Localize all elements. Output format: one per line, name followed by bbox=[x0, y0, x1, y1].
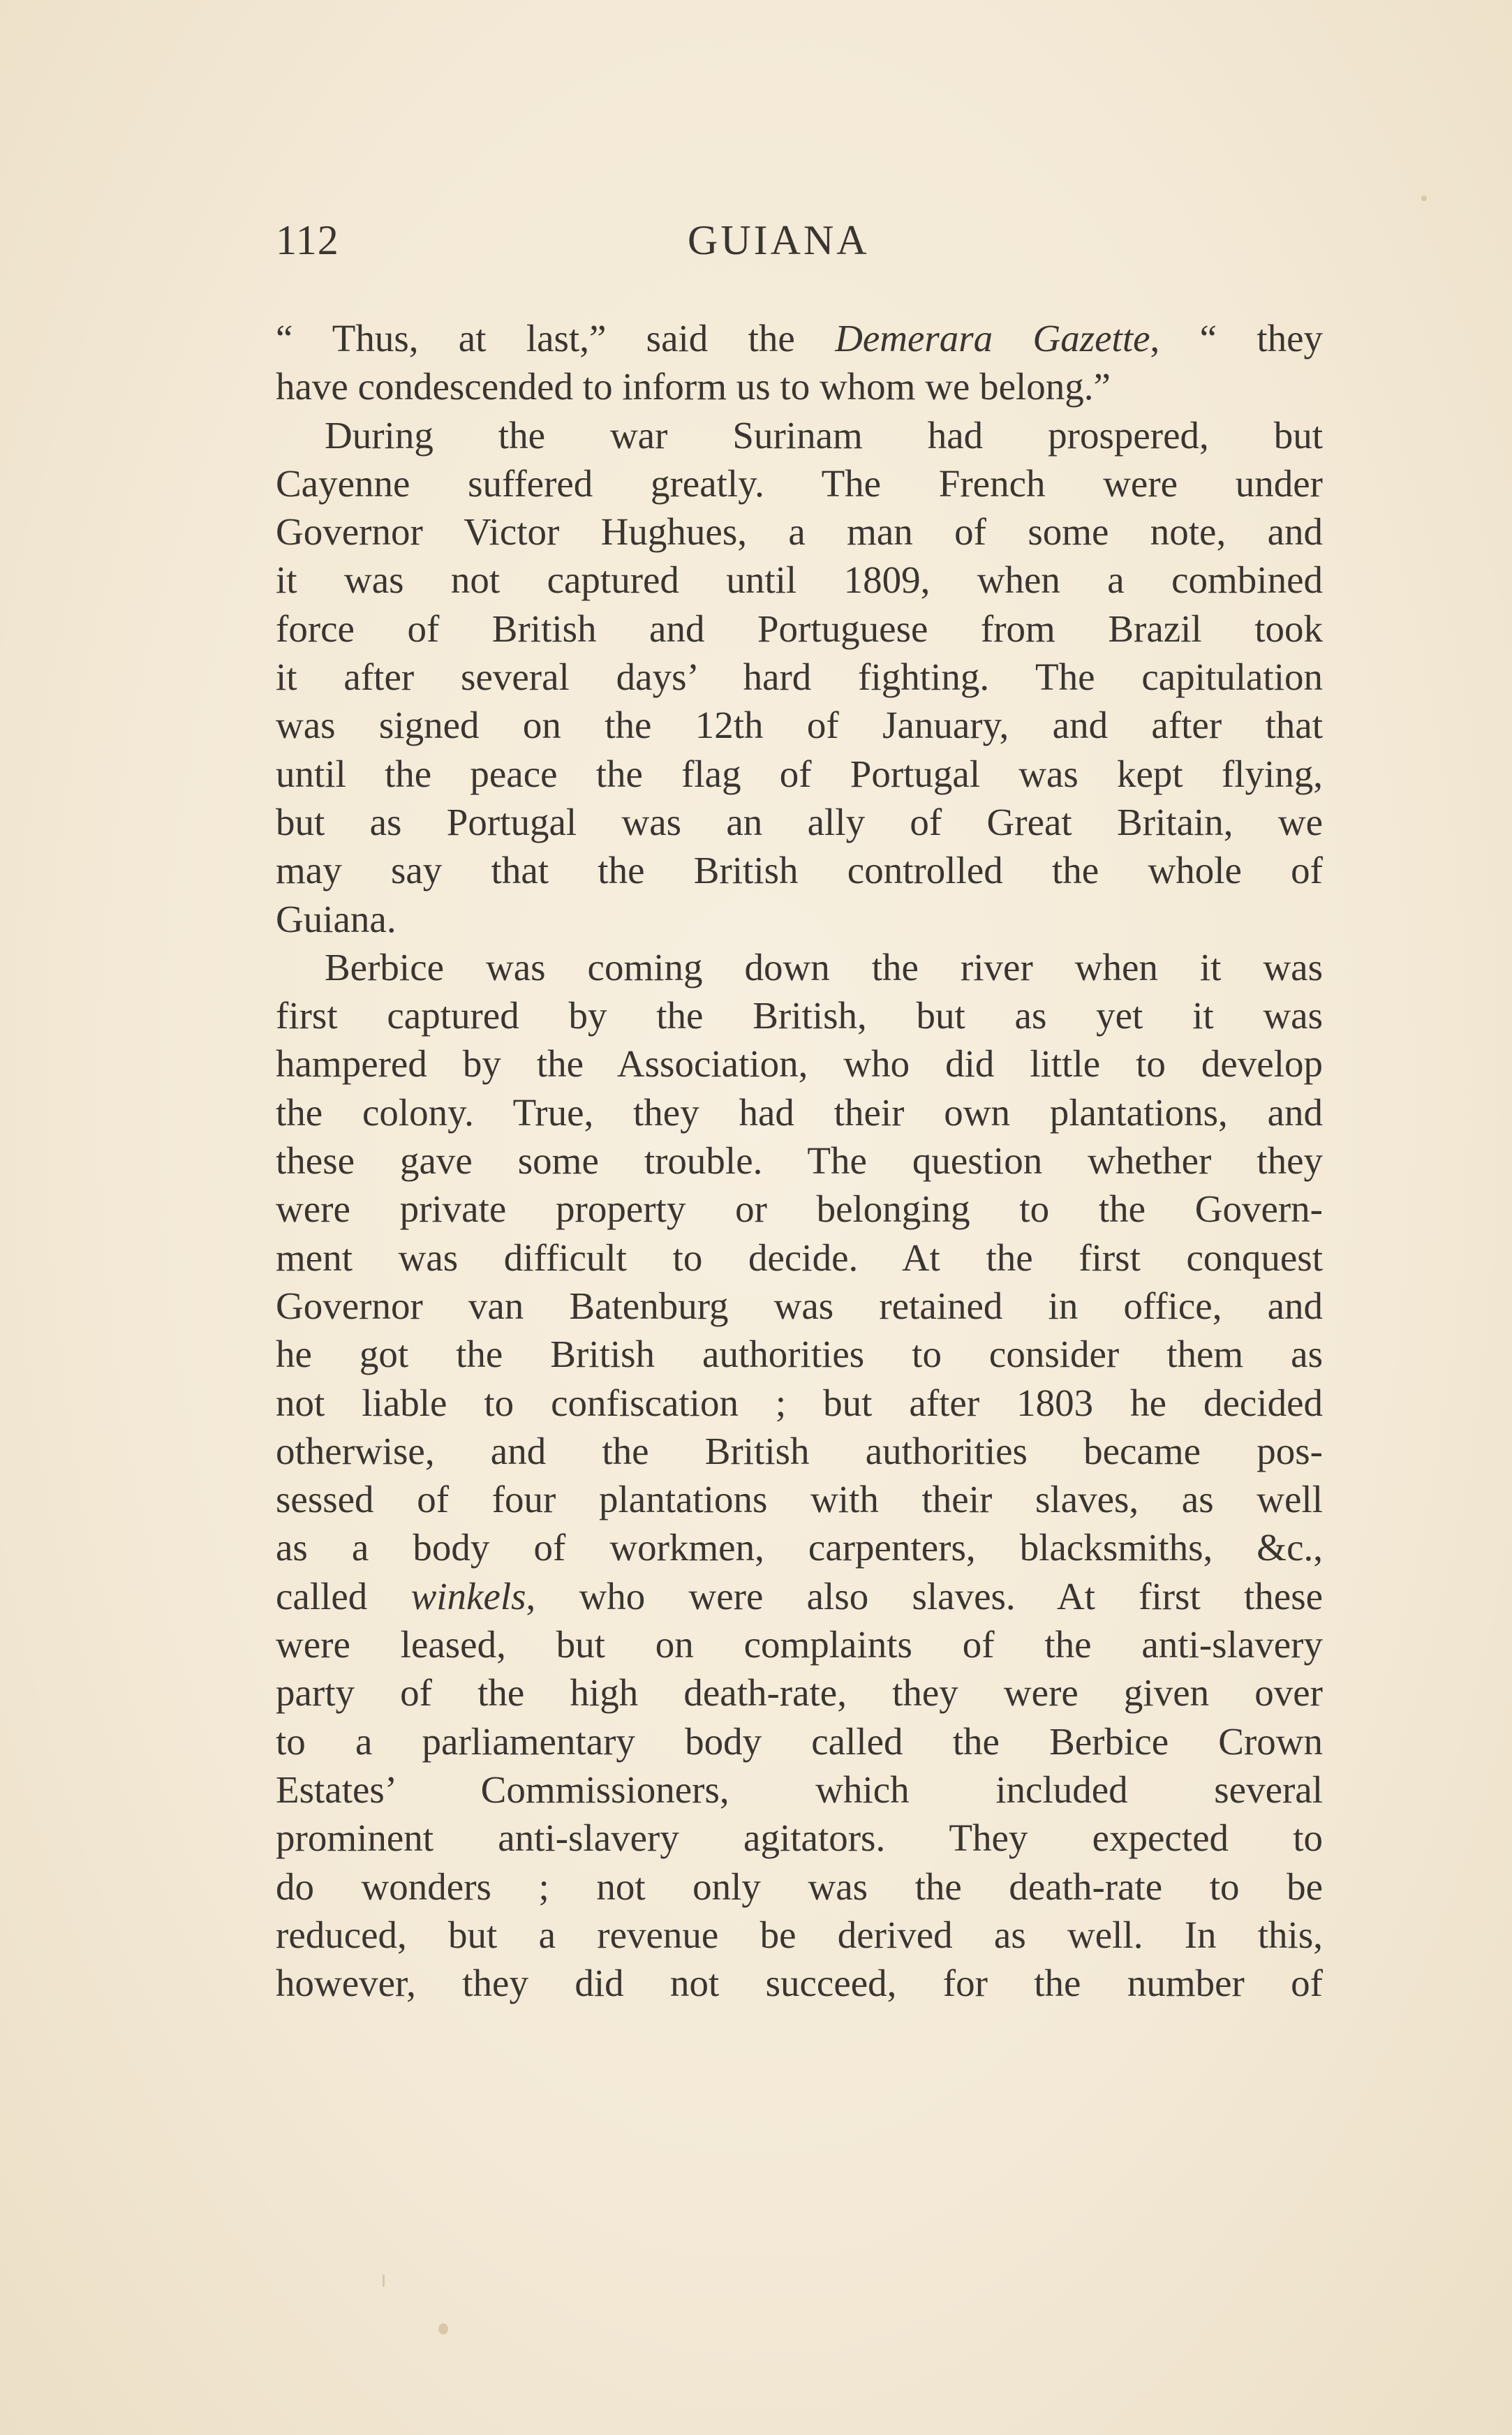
italic-phrase: Demerara Gazette bbox=[835, 317, 1150, 360]
text-line: were leased, but on complaints of the anti-slavery bbox=[276, 1623, 1323, 1666]
text-line: first captured by the British, but as yet it was bbox=[276, 994, 1323, 1037]
text-line: it was not captured until 1809, when a combined bbox=[276, 558, 1323, 602]
text-line: called winkels, who were also slaves. At first these bbox=[276, 1574, 1324, 1618]
running-title: GUIANA bbox=[688, 217, 870, 263]
text-line: party of the high death-rate, they were given over bbox=[276, 1671, 1323, 1715]
text-line: not liable to confiscation ; but after 1803 he decided bbox=[276, 1381, 1323, 1424]
text-line: he got the British authorities to consider them as bbox=[276, 1333, 1323, 1376]
paper-speck bbox=[438, 2323, 448, 2334]
text-line: ment was difficult to decide. At the first conquest bbox=[276, 1236, 1323, 1279]
text-line: Berbice was coming down the river when it was bbox=[325, 945, 1323, 989]
text-line: Estates’ Commissioners, which included several bbox=[276, 1768, 1323, 1811]
text-line: Governor Victor Hughues, a man of some note, and bbox=[276, 510, 1323, 554]
text-line: Guiana. bbox=[276, 897, 396, 940]
text-line: reduced, but a revenue be derived as well. In this, bbox=[276, 1913, 1323, 1956]
text-line: force of British and Portuguese from Brazil took bbox=[276, 607, 1323, 650]
text-line: do wonders ; not only was the death-rate to be bbox=[276, 1865, 1323, 1908]
page-number: 112 bbox=[276, 217, 339, 263]
text-line: was signed on the 12th of January, and after that bbox=[276, 704, 1323, 747]
text-line: have condescended to inform us to whom we belong.” bbox=[276, 365, 1111, 408]
text-line: these gave some trouble. The question whether they bbox=[276, 1139, 1323, 1183]
text-line: were private property or belonging to the Govern- bbox=[276, 1187, 1323, 1231]
text-line: Governor van Batenburg was retained in office, and bbox=[276, 1284, 1323, 1327]
text-line: however, they did not succeed, for the number of bbox=[276, 1962, 1323, 2005]
text-line: may say that the British controlled the whole of bbox=[276, 849, 1323, 892]
paper-speck bbox=[383, 2274, 385, 2287]
text-line: otherwise, and the British authorities became pos- bbox=[276, 1429, 1323, 1472]
text-line: but as Portugal was an ally of Great Britain, we bbox=[276, 800, 1323, 843]
body-text bbox=[276, 314, 1323, 2007]
text-line: it after several days’ hard fighting. The capitulation bbox=[276, 656, 1323, 699]
text-line: the colony. True, they had their own plantations, and bbox=[276, 1090, 1323, 1134]
text-line: Cayenne suffered greatly. The French were under bbox=[276, 461, 1323, 505]
italic-phrase: winkels bbox=[410, 1574, 526, 1618]
text-line: sessed of four plantations with their slaves, as well bbox=[276, 1478, 1323, 1521]
text-line: until the peace the flag of Portugal was kept flying, bbox=[276, 752, 1323, 795]
text-line: “ Thus, at last,” said the Demerara Gazette, “ they bbox=[276, 317, 1324, 360]
text-line: hampered by the Association, who did little to develop bbox=[276, 1042, 1323, 1086]
paper-speck bbox=[1421, 195, 1427, 201]
text-line: as a body of workmen, carpenters, blacksmiths, &c., bbox=[276, 1526, 1323, 1569]
page-header bbox=[276, 216, 1323, 279]
text-line: to a parliamentary body called the Berbice Crown bbox=[276, 1719, 1323, 1763]
text-line: During the war Surinam had prospered, but bbox=[325, 413, 1323, 457]
text-line: prominent anti-slavery agitators. They expected to bbox=[276, 1816, 1323, 1860]
